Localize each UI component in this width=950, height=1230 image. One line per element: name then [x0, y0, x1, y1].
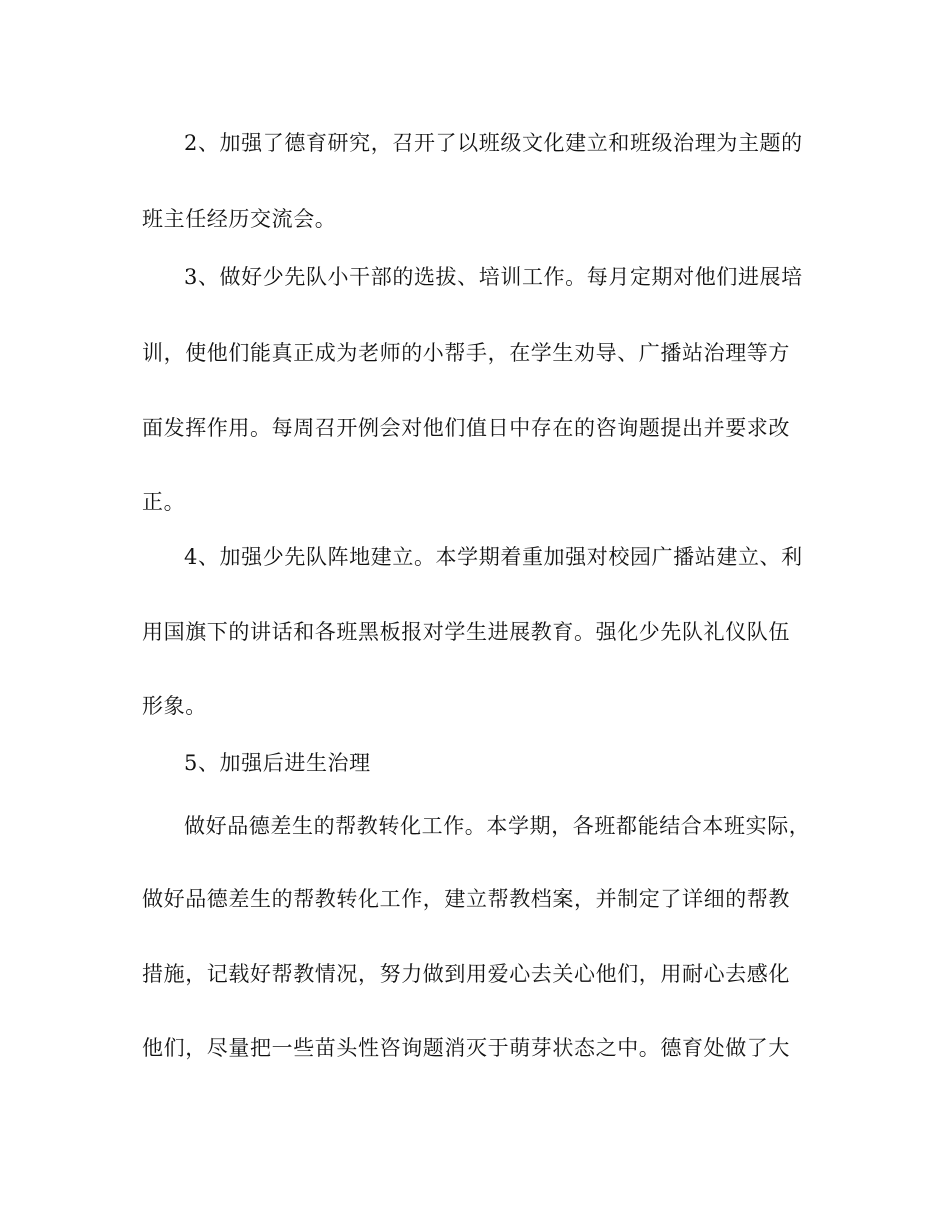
paragraph-5-heading: 5、加强后进生治理 [184, 751, 371, 775]
paragraph-6-line-4: 他们，尽量把一些苗头性咨询题消灭于萌芽状态之中。德育处做了大 [142, 1036, 790, 1060]
paragraph-4-line-2: 用国旗下的讲话和各班黑板报对学生进展教育。强化少先队礼仪队伍 [142, 620, 790, 644]
paragraph-4-line-1: 4、加强少先队阵地建立。本学期着重加强对校园广播站建立、利 [184, 545, 803, 569]
paragraph-3-line-1: 3、做好少先队小干部的选拔、培训工作。每月定期对他们进展培 [184, 265, 803, 289]
paragraph-3-line-2: 训，使他们能真正成为老师的小帮手，在学生劝导、广播站治理等方 [142, 341, 790, 365]
paragraph-2-line-1: 2、加强了德育研究，召开了以班级文化建立和班级治理为主题的 [184, 131, 803, 155]
paragraph-6-line-1: 做好品德差生的帮教转化工作。本学期，各班都能结合本班实际， [184, 814, 811, 838]
paragraph-4-line-3: 形象。 [142, 694, 207, 718]
paragraph-6-line-3: 措施，记载好帮教情况，努力做到用爱心去关心他们，用耐心去感化 [142, 962, 790, 986]
paragraph-3-line-3: 面发挥作用。每周召开例会对他们值日中存在的咨询题提出并要求改 [142, 416, 790, 440]
paragraph-2-line-2: 班主任经历交流会。 [142, 207, 337, 231]
paragraph-6-line-2: 做好品德差生的帮教转化工作，建立帮教档案，并制定了详细的帮教 [142, 887, 790, 911]
paragraph-3-line-4: 正。 [142, 490, 186, 514]
